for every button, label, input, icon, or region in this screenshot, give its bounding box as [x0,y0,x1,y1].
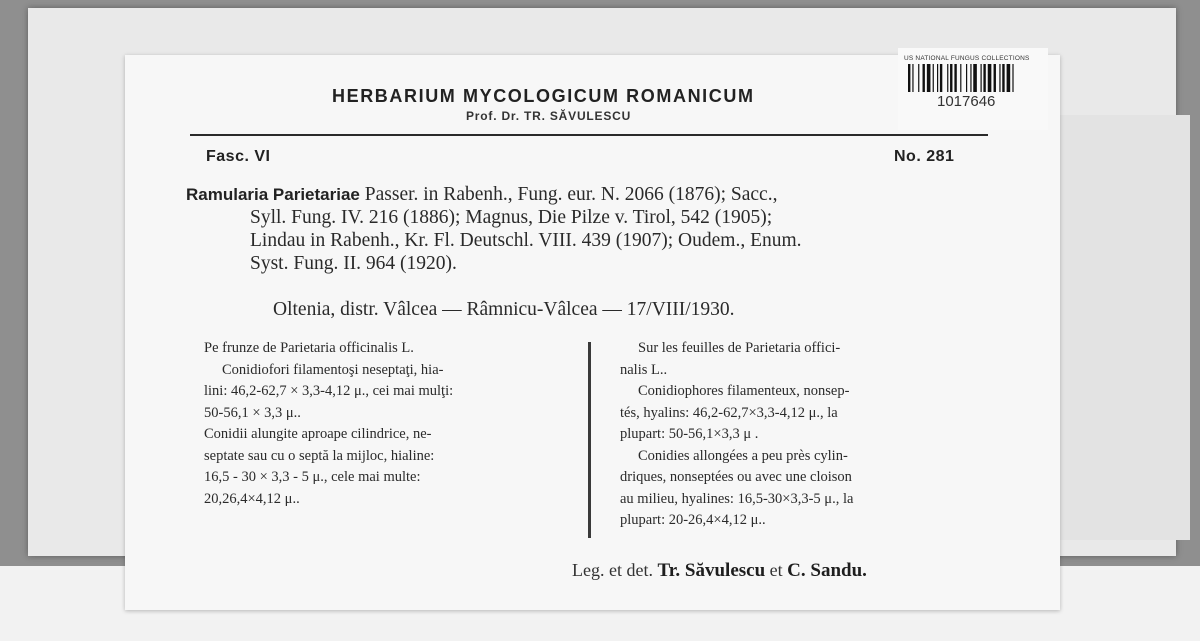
locality: Oltenia, distr. Vâlcea — Râmnicu-Vâlcea — 17/VIII/1930. [273,299,735,320]
romanian-line: 16,5 - 30 × 3,3 - 5 μ., cele mai multe: [204,469,421,485]
french-line: Conidies allongées a peu près cylin- [638,447,848,464]
citation-line-4: Syst. Fung. II. 964 (1920). [250,253,457,274]
barcode-bar [960,64,961,92]
romanian-line: septate sau cu o septă la mijloc, hialine: [204,447,435,464]
barcode-bar [1012,64,1013,92]
collector-name-2: C. Sandu. [787,560,867,581]
romanian-line: 20,26,4×4,12 μ.. [204,490,300,507]
description-french [620,338,1008,532]
romanian-line: Conidii alungite aproape cilindrice, ne- [204,426,432,442]
fascicle-label: Fasc. VI [206,148,271,165]
barcode-bar [983,64,985,92]
barcode-bar [988,64,992,92]
french-line: Sur les feuilles de Parietaria offici- [638,340,841,356]
barcode-bar [954,64,956,92]
barcode-caption: US NATIONAL FUNGUS COLLECTIONS [904,55,1030,62]
barcode-bar [912,64,913,92]
citation-line-3: Lindau in Rabenh., Kr. Fl. Deutschl. VIII. 439 (1907); Oudem., Enum. [250,230,802,251]
herbarium-subtitle: Prof. Dr. TR. SĂVULESCU [466,109,632,123]
header-rule [190,134,988,136]
barcode-bar [937,64,938,92]
collector-name-1: Tr. Săvulescu [657,560,766,581]
citation-line-1: Passer. in Rabenh., Fung. eur. N. 2066 (1876); Sacc., [359,184,778,205]
french-line: tés, hyalins: 46,2-62,7×3,3-4,12 μ., la [620,404,838,421]
barcode-bar [970,64,971,92]
barcode-bar [981,64,982,92]
romanian-line: Conidiofori filamentoşi neseptaţi, hia- [222,361,444,378]
legit-conj: et [765,560,788,580]
barcode-bar [1002,64,1004,92]
taxon-name: Ramularia Parietariae [186,185,360,204]
romanian-line: lini: 46,2-62,7 × 3,3-4,12 μ., cei mai mulţi: [204,383,454,399]
barcode-bar [950,64,952,92]
french-line: nalis L.. [620,361,668,378]
french-line: plupart: 20-26,4×4,12 μ.. [620,512,766,528]
barcode-bar [923,64,925,92]
barcode-bar [908,64,910,92]
romanian-line: Pe frunze de Parietaria officinalis L. [204,340,414,356]
barcode-bar [999,64,1000,92]
french-line: Conidiophores filamenteux, nonsep- [638,383,850,399]
romanian-line: 50-56,1 × 3,3 μ.. [204,404,301,421]
barcode-bar [918,64,919,92]
barcode-bar [947,64,948,92]
barcode-bar [940,64,942,92]
herbarium-title: HERBARIUM MYCOLOGICUM ROMANICUM [332,86,755,106]
barcode-bar [933,64,934,92]
barcode-bar [966,64,967,92]
collector-line [572,560,867,582]
taxon-citation [186,183,1016,275]
barcode-bar [994,64,996,92]
barcode-bar [1007,64,1011,92]
barcode-icon [908,64,1043,92]
sheet-shadow [1060,115,1190,540]
barcode-bar [973,64,977,92]
barcode-number: 1017646 [937,93,996,110]
specimen-number: No. 281 [894,148,955,165]
column-divider [588,342,591,538]
description-romanian [204,338,576,510]
legit-prefix: Leg. et det. [572,560,658,580]
french-line: au milieu, hyalines: 16,5-30×3,3-5 μ., la [620,490,854,507]
barcode-bar [927,64,931,92]
french-line: driques, nonseptées ou avec une cloison [620,469,852,485]
citation-line-2: Syll. Fung. IV. 216 (1886); Magnus, Die Pilze v. Tirol, 542 (1905); [250,207,773,228]
french-line: plupart: 50-56,1×3,3 μ . [620,426,759,442]
